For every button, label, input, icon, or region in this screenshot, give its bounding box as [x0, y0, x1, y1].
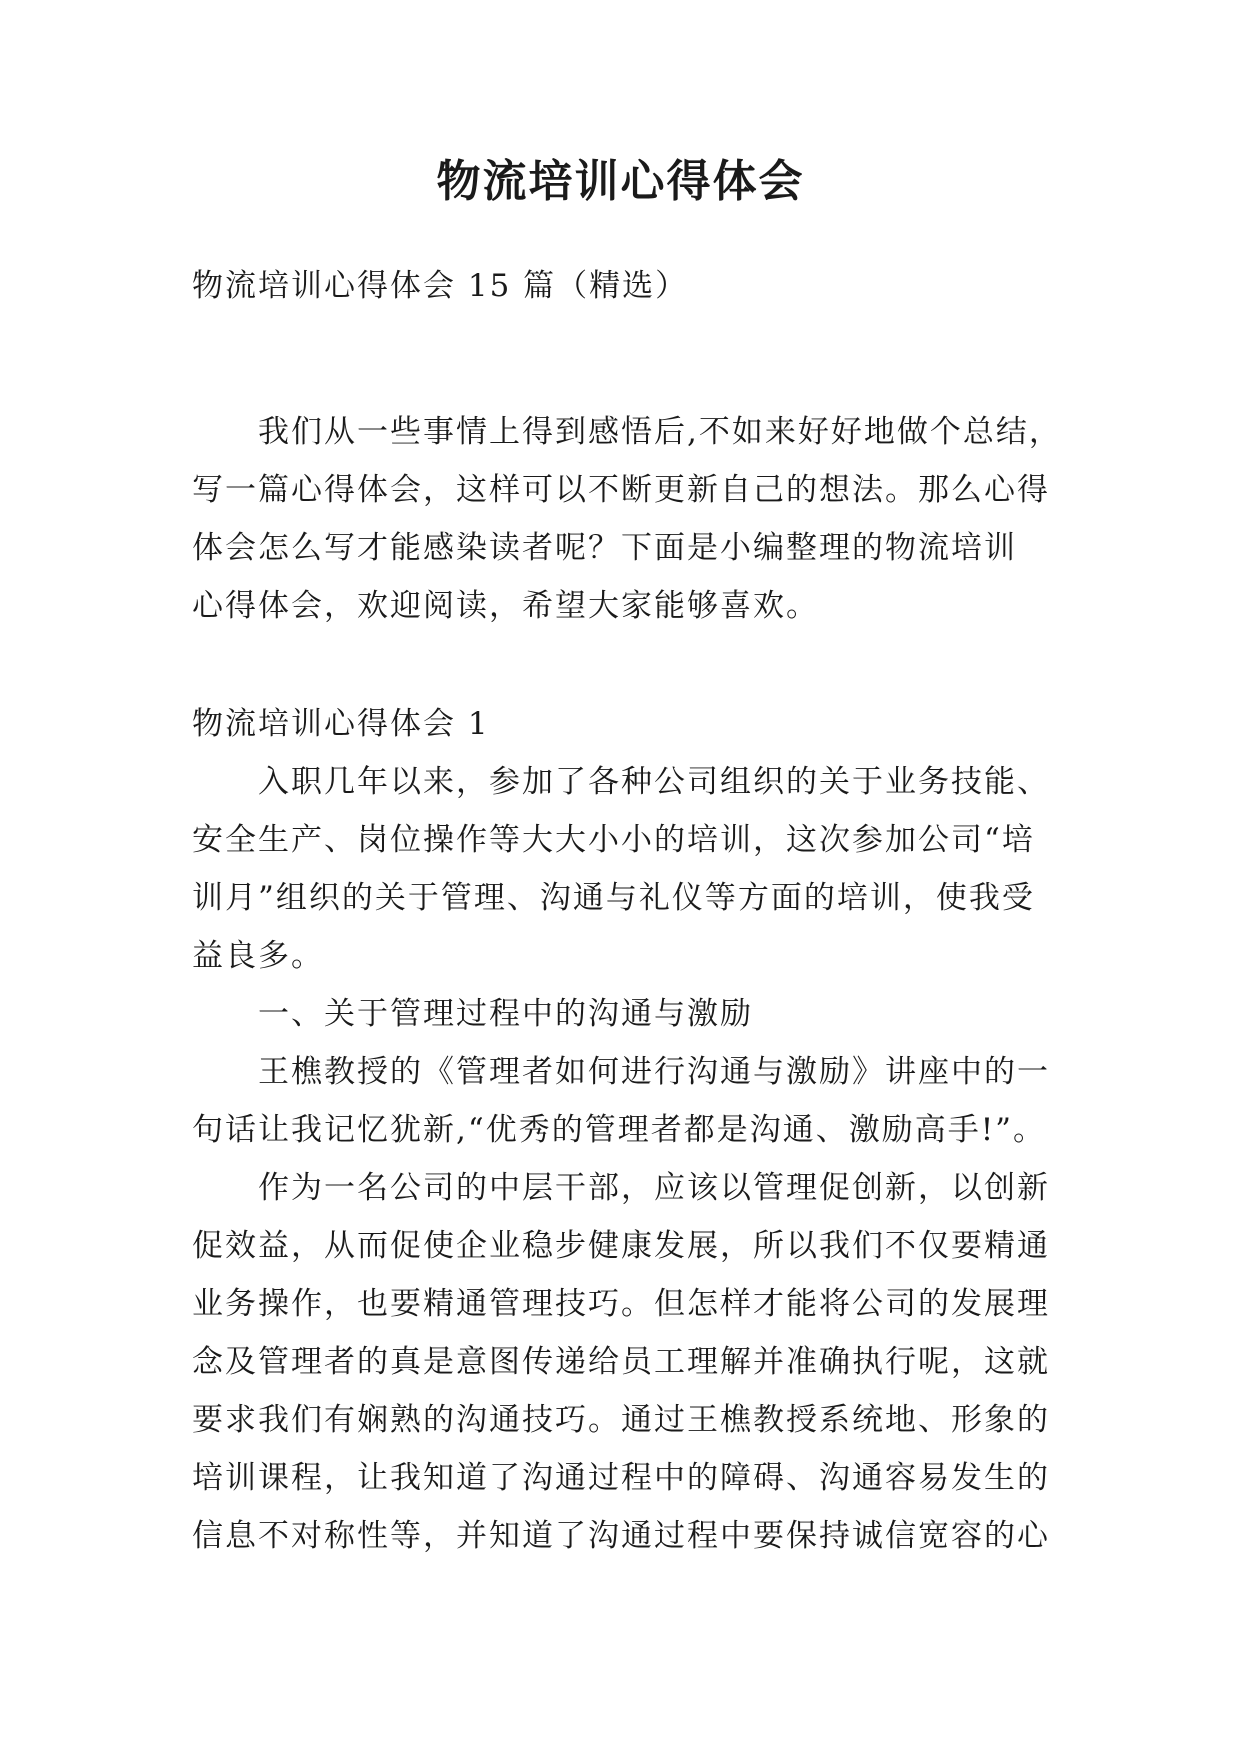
body-line: 培训课程，让我知道了沟通过程中的障碍、沟通容易发生的: [192, 1460, 1050, 1496]
body-line: 要求我们有娴熟的沟通技巧。通过王樵教授系统地、形象的: [192, 1402, 1050, 1438]
body-line: 念及管理者的真是意图传递给员工理解并准确执行呢，这就: [192, 1344, 1050, 1380]
body-line: 物流培训心得体会 15 篇（精选）: [192, 268, 689, 304]
body-line: 训月”组织的关于管理、沟通与礼仪等方面的培训，使我受: [192, 880, 1035, 916]
body-line: 句话让我记忆犹新,“优秀的管理者都是沟通、激励高手!”。: [192, 1112, 1047, 1148]
body-line: 信息不对称性等，并知道了沟通过程中要保持诚信宽容的心: [192, 1518, 1050, 1554]
body-line: 体会怎么写才能感染读者呢？下面是小编整理的物流培训: [192, 530, 1017, 566]
body-line: 入职几年以来，参加了各种公司组织的关于业务技能、: [258, 764, 1050, 800]
body-line: 促效益，从而促使企业稳步健康发展，所以我们不仅要精通: [192, 1228, 1050, 1264]
body-line: 一、关于管理过程中的沟通与激励: [258, 996, 753, 1032]
document-title: 物流培训心得体会: [436, 156, 805, 207]
body-line: 心得体会，欢迎阅读，希望大家能够喜欢。: [192, 588, 819, 624]
body-line: 益良多。: [192, 938, 324, 974]
body-line: 王樵教授的《管理者如何进行沟通与激励》讲座中的一: [258, 1054, 1050, 1090]
body-line: 物流培训心得体会 1: [192, 706, 490, 742]
body-line: 作为一名公司的中层干部，应该以管理促创新，以创新: [258, 1170, 1050, 1206]
body-line: 安全生产、岗位操作等大大小小的培训，这次参加公司“培: [192, 822, 1035, 858]
body-line: 业务操作，也要精通管理技巧。但怎样才能将公司的发展理: [192, 1286, 1050, 1322]
body-line: 写一篇心得体会，这样可以不断更新自己的想法。那么心得: [192, 472, 1050, 508]
body-line: 我们从一些事情上得到感悟后,不如来好好地做个总结，: [258, 414, 1062, 450]
